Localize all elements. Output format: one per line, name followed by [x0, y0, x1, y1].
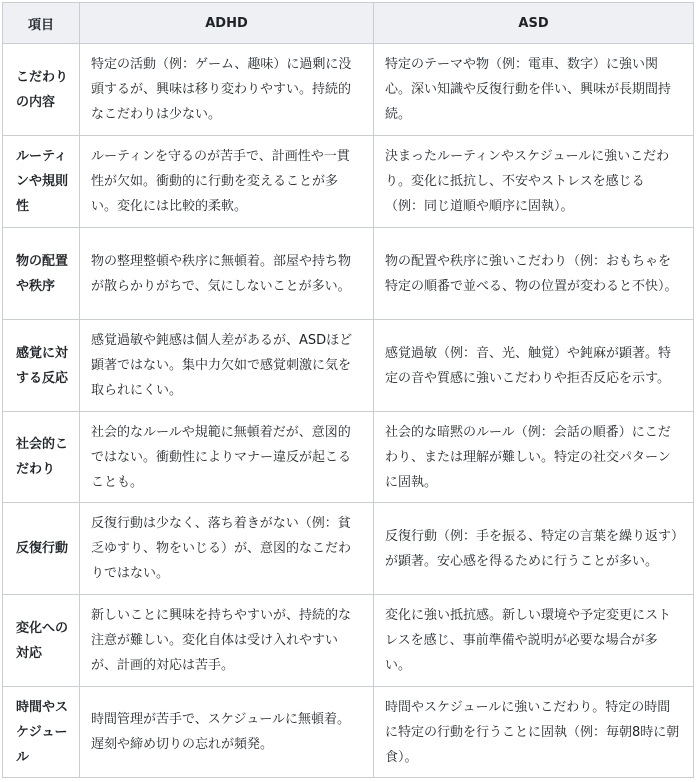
header-row [3, 3, 694, 44]
asd-cell: 特定のテーマや物（例：電車、数字）に強い関心。深い知識や反復行動を伴い、興味が長期間持続。 [374, 44, 694, 136]
adhd-cell: 物の整理整頓や秩序に無頓着。部屋や持ち物が散らかりがちで、気にしないことが多い。 [80, 228, 374, 320]
row-label: こだわりの内容 [3, 44, 80, 136]
table-row [3, 320, 694, 412]
table-row [3, 228, 694, 320]
table-row [3, 503, 694, 595]
asd-cell: 物の配置や秩序に強いこだわり（例：おもちゃを特定の順番で並べる、物の位置が変わると不快）。 [374, 228, 694, 320]
row-label: 感覚に対する反応 [3, 320, 80, 412]
row-label: 物の配置や秩序 [3, 228, 80, 320]
row-label: 時間やスケジュール [3, 687, 80, 778]
table-row [3, 595, 694, 687]
adhd-cell: 時間管理が苦手で、スケジュールに無頓着。遅刻や締め切りの忘れが頻発。 [80, 687, 374, 778]
asd-cell: 反復行動（例：手を振る、特定の言葉を繰り返す）が顕著。安心感を得るために行うことが多い。 [374, 503, 694, 595]
table-row [3, 136, 694, 228]
adhd-cell: 新しいことに興味を持ちやすいが、持続的な注意が難しい。変化自体は受け入れやすいが、計画的対応は苦手。 [80, 595, 374, 687]
asd-cell: 決まったルーティンやスケジュールに強いこだわり。変化に抵抗し、不安やストレスを感じる（例：同じ道順や順序に固執）。 [374, 136, 694, 228]
asd-cell: 時間やスケジュールに強いこだわり。特定の時間に特定の行動を行うことに固執（例：毎朝8時に朝食）。 [374, 687, 694, 778]
asd-cell: 変化に強い抵抗感。新しい環境や予定変更にストレスを感じ、事前準備や説明が必要な場合が多い。 [374, 595, 694, 687]
adhd-cell: 社会的なルールや規範に無頓着だが、意図的ではない。衝動性によりマナー違反が起こることも。 [80, 412, 374, 503]
adhd-cell: 反復行動は少なく、落ち着きがない（例：貧乏ゆすり、物をいじる）が、意図的なこだわりではない。 [80, 503, 374, 595]
table-row [3, 412, 694, 503]
row-label: ルーティンや規則性 [3, 136, 80, 228]
adhd-cell: 特定の活動（例：ゲーム、趣味）に過剰に没頭するが、興味は移り変わりやすい。持続的なこだわりは少ない。 [80, 44, 374, 136]
asd-cell: 社会的な暗黙のルール（例：会話の順番）にこだわり、または理解が難しい。特定の社交パターンに固執。 [374, 412, 694, 503]
table-row [3, 44, 694, 136]
row-label: 変化への対応 [3, 595, 80, 687]
adhd-cell: ルーティンを守るのが苦手で、計画性や一貫性が欠如。衝動的に行動を変えることが多い。変化には比較的柔軟。 [80, 136, 374, 228]
table-header [3, 3, 694, 44]
adhd-cell: 感覚過敏や鈍感は個人差があるが、ASDほど顕著ではない。集中力欠如で感覚刺激に気を取られにくい。 [80, 320, 374, 412]
table-body [3, 44, 694, 778]
header-adhd: ADHD [80, 3, 374, 44]
comparison-table [2, 2, 694, 778]
table-row [3, 687, 694, 778]
row-label: 反復行動 [3, 503, 80, 595]
asd-cell: 感覚過敏（例：音、光、触覚）や鈍麻が顕著。特定の音や質感に強いこだわりや拒否反応を示す。 [374, 320, 694, 412]
row-label: 社会的こだわり [3, 412, 80, 503]
header-item: 項目 [3, 3, 80, 44]
header-asd: ASD [374, 3, 694, 44]
